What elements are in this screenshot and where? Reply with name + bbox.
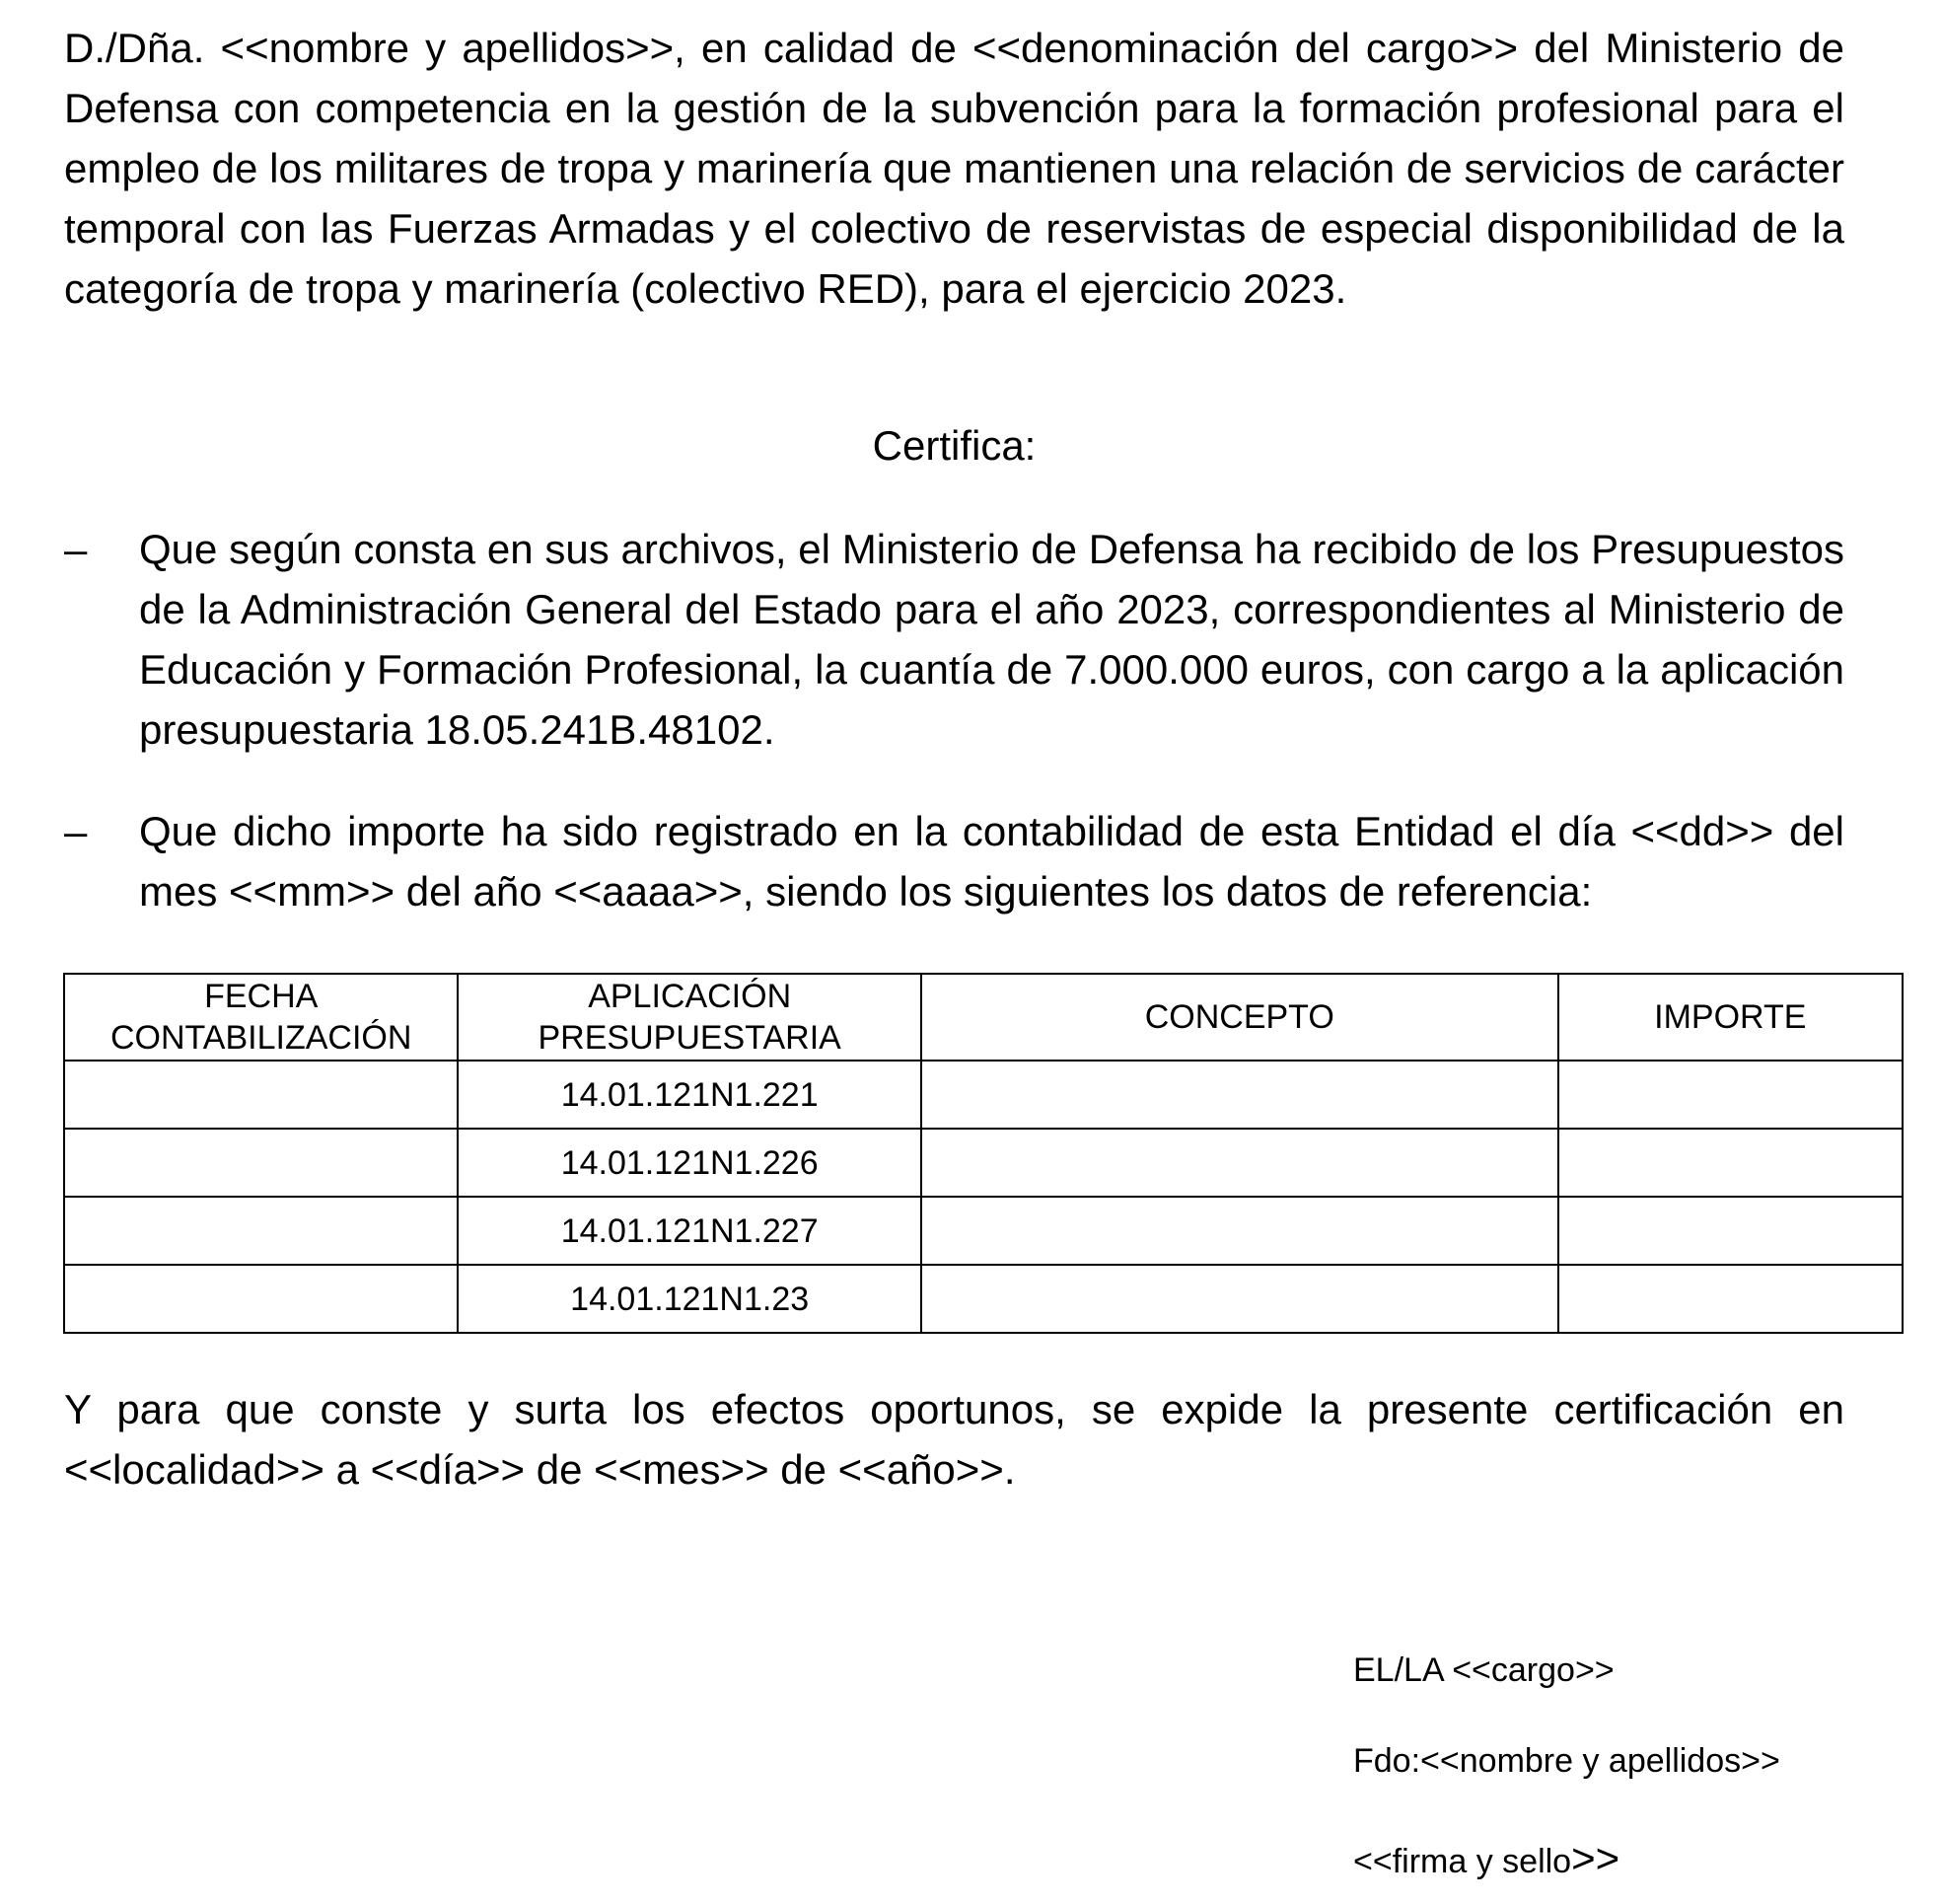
signature-firma-sello: [1353, 1837, 1619, 1883]
table-row: [64, 1197, 1903, 1265]
intro-paragraph: D./Dña. <<nombre y apellidos>>, en calidad de <<denominación del cargo>> del Ministerio de Defensa con competencia en la gestión de la subvención para la formación profesional para el empleo de los militares de tropa y marinería que mantienen una relación de servicios de carácter temporal con las Fuerzas Armadas y el colectivo de reservistas de especial disponibilidad de la categoría de tropa y marinería (colectivo RED), para el ejercicio 2023.: [64, 25, 1844, 312]
cell-fecha: [64, 1061, 458, 1129]
cell-fecha: [64, 1197, 458, 1265]
signature-firma-text: <<firma y sello: [1353, 1843, 1572, 1880]
bullet-item-funds-received: [64, 519, 1844, 760]
cell-aplicacion: 14.01.121N1.227: [458, 1197, 921, 1265]
cell-fecha: [64, 1265, 458, 1333]
cell-aplicacion: 14.01.121N1.221: [458, 1061, 921, 1129]
bullet-dash: –: [64, 808, 88, 854]
header-concepto: CONCEPTO: [921, 974, 1558, 1061]
cell-concepto: [921, 1129, 1558, 1197]
cell-importe: [1558, 1197, 1903, 1265]
header-fecha-line1: FECHA: [204, 978, 319, 1015]
cell-aplicacion: 14.01.121N1.23: [458, 1265, 921, 1333]
signature-cargo: EL/LA <<cargo>>: [1353, 1651, 1615, 1689]
table-header-row: [64, 974, 1903, 1061]
cell-concepto: [921, 1061, 1558, 1129]
table-row: [64, 1129, 1903, 1197]
table-row: [64, 1265, 1903, 1333]
cell-aplicacion: 14.01.121N1.226: [458, 1129, 921, 1197]
signature-fdo: Fdo:<<nombre y apellidos>>: [1353, 1742, 1780, 1780]
header-aplicacion-line1: APLICACIÓN: [588, 978, 792, 1015]
header-aplicacion-presupuestaria: [458, 974, 921, 1061]
cell-importe: [1558, 1129, 1903, 1197]
header-importe: IMPORTE: [1558, 974, 1903, 1061]
table-row: [64, 1061, 1903, 1129]
closing-paragraph: Y para que conste y surta los efectos oportunos, se expide la presente certificación en <<localidad>> a <<día>> de <<mes>> de <<año>>.: [64, 1386, 1844, 1493]
cell-importe: [1558, 1061, 1903, 1129]
bullet-text: Que dicho importe ha sido registrado en la contabilidad de esta Entidad el día <<dd>> del mes <<mm>> del año <<aaaa>>, siendo los siguientes los datos de referencia:: [139, 808, 1844, 915]
cell-concepto: [921, 1197, 1558, 1265]
header-fecha-contabilizacion: [64, 974, 458, 1061]
cell-importe: [1558, 1265, 1903, 1333]
signature-firma-close: >>: [1571, 1835, 1620, 1881]
bullet-text: Que según consta en sus archivos, el Ministerio de Defensa ha recibido de los Presupuestos de la Administración General del Estado para el año 2023, correspondientes al Ministerio de Educación y Formación Profesional, la cuantía de 7.000.000 euros, con cargo a la aplicación presupuestaria 18.05.241B.48102.: [139, 526, 1844, 753]
header-aplicacion-line2: PRESUPUESTARIA: [538, 1019, 841, 1057]
cell-concepto: [921, 1265, 1558, 1333]
cell-fecha: [64, 1129, 458, 1197]
bullet-item-registered: [64, 801, 1844, 921]
header-fecha-line2: CONTABILIZACIÓN: [110, 1019, 412, 1057]
bullet-dash: –: [64, 526, 88, 572]
reference-data-table: [63, 973, 1904, 1334]
certifica-heading: Certifica:: [872, 422, 1037, 469]
